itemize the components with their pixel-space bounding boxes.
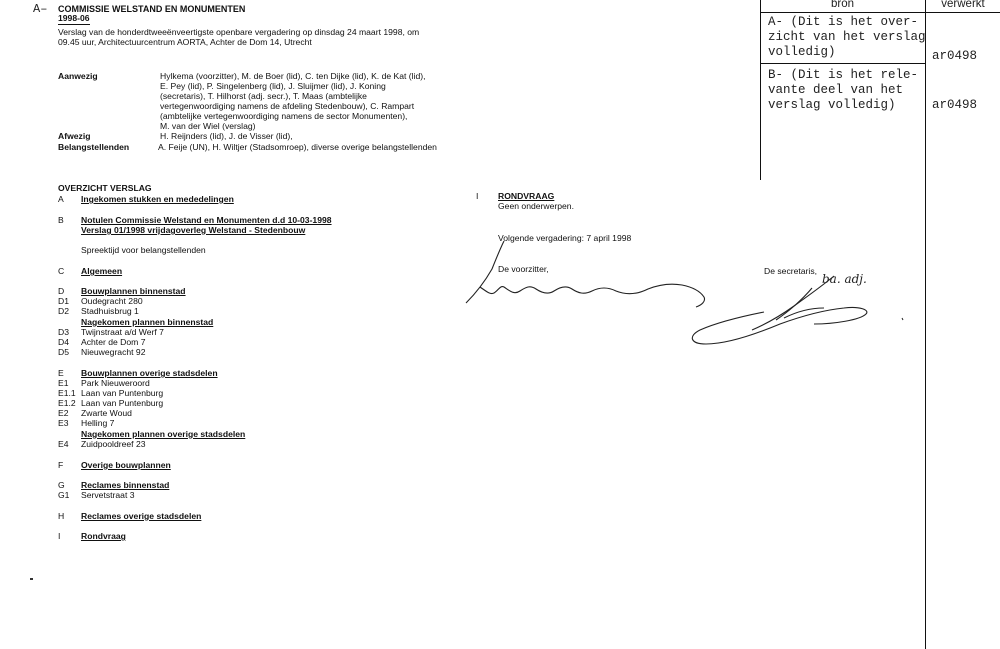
item-code: A [58, 194, 64, 204]
item-label: Notulen Commissie Welstand en Monumenten d.d 10-03-1998 [81, 215, 332, 225]
document-title: COMMISSIE WELSTAND EN MONUMENTEN [58, 4, 246, 14]
secretary-signature [684, 272, 914, 352]
source-entry-line: A- (Dit is het over- [768, 15, 919, 29]
item-code: G [58, 480, 65, 490]
item-code: G1 [58, 490, 70, 500]
item-code: D3 [58, 327, 69, 337]
source-entry-line: zicht van het verslag [768, 30, 926, 44]
item-code: E3 [58, 418, 69, 428]
stray-mark [30, 578, 33, 580]
source-entry-line: B- (Dit is het rele- [768, 68, 919, 82]
item-label: Overige bouwplannen [81, 460, 171, 470]
item-code: E1.2 [58, 398, 76, 408]
present-line: vertegenwoordiging namens de afdeling Stedenbouw), C. Rampart [160, 101, 415, 111]
margin-mark: A– [33, 2, 48, 16]
item-label: Helling 7 [81, 418, 115, 428]
item-label: Bouwplannen binnenstad [81, 286, 186, 296]
item-code: F [58, 460, 64, 470]
item-code: D4 [58, 337, 69, 347]
absent-value: H. Reijnders (lid), J. de Visser (lid), [160, 131, 293, 141]
panel-border-middle [925, 0, 926, 649]
present-line: (secretaris), T. Hilhorst (adj. secr.), T. Maas (ambtelijke [160, 91, 367, 101]
item-code: D5 [58, 347, 69, 357]
processed-code: ar0498 [932, 98, 978, 112]
item-code: C [58, 266, 65, 276]
item-label: Nieuwegracht 92 [81, 347, 146, 357]
item-code: I [58, 531, 61, 541]
item-label: Park Nieuweroord [81, 378, 150, 388]
panel-row-border [760, 63, 925, 64]
item-label: Zuidpooldreef 23 [81, 439, 146, 449]
secretary-label: De secretaris, [764, 266, 818, 276]
item-label: Ingekomen stukken en mededelingen [81, 194, 234, 204]
item-label: Twijnstraat a/d Werf 7 [81, 327, 164, 337]
item-label: Verslag 01/1998 vrijdagoverleg Welstand - Stedenbouw [81, 225, 306, 235]
rondvraag-heading: RONDVRAAG [498, 191, 555, 201]
present-line: M. van der Wiel (verslag) [160, 121, 256, 131]
late-plans-heading: Nagekomen plannen binnenstad [81, 317, 214, 327]
present-line: (ambtelijke vertegenwoordiging namens de sector Monumenten), [160, 111, 408, 121]
source-column-header: bron [830, 0, 855, 10]
item-label: Stadhuisbrug 1 [81, 306, 139, 316]
item-label: Oudegracht 280 [81, 296, 143, 306]
present-label: Aanwezig [58, 71, 98, 81]
panel-border-left [760, 0, 761, 180]
panel-header-border [760, 12, 1000, 13]
item-label: Achter de Dom 7 [81, 337, 146, 347]
item-label: Zwarte Woud [81, 408, 132, 418]
item-label: Laan van Puntenburg [81, 388, 164, 398]
intro-line: 09.45 uur, Architectuurcentrum AORTA, Achter de Dom 14, Utrecht [58, 37, 312, 47]
late-plans-heading: Nagekomen plannen overige stadsdelen [81, 429, 246, 439]
item-code: D [58, 286, 65, 296]
source-entry-line: verslag volledig) [768, 98, 896, 112]
item-label: Servetstraat 3 [81, 490, 135, 500]
present-line: Hylkema (voorzitter), M. de Boer (lid), C. ten Dijke (lid), K. de Kat (lid), [160, 71, 426, 81]
item-label: Rondvraag [81, 531, 126, 541]
item-code: E4 [58, 439, 69, 449]
item-label: Reclames overige stadsdelen [81, 511, 202, 521]
item-note: Spreektijd voor belangstellenden [81, 245, 206, 255]
source-entry-line: vante deel van het [768, 83, 904, 97]
item-label: Reclames binnenstad [81, 480, 170, 490]
absent-label: Afwezig [58, 131, 91, 141]
processed-code: ar0498 [932, 49, 978, 63]
rondvraag-text: Geen onderwerpen. [498, 201, 574, 211]
item-code: E1.1 [58, 388, 76, 398]
item-code: E2 [58, 408, 69, 418]
item-code: D1 [58, 296, 69, 306]
stakeholders-label: Belangstellenden [58, 142, 130, 152]
item-code: E1 [58, 378, 69, 388]
present-line: E. Pey (lid), P. Singelenberg (lid), J. Sluijmer (lid), J. Koning [160, 81, 386, 91]
item-label: Laan van Puntenburg [81, 398, 164, 408]
chair-signature [460, 235, 720, 315]
item-label: Algemeen [81, 266, 123, 276]
item-code: D2 [58, 306, 69, 316]
document-number: 1998-06 [58, 13, 90, 23]
stakeholders-value: A. Feije (UN), H. Wiltjer (Stadsomroep), diverse overige belangstellenden [158, 142, 437, 152]
item-label: Bouwplannen overige stadsdelen [81, 368, 218, 378]
processed-column-header: verwerkt [941, 0, 985, 10]
next-meeting: Volgende vergadering: 7 april 1998 [498, 233, 632, 243]
item-code: E [58, 368, 64, 378]
item-code: B [58, 215, 64, 225]
source-entry-line: volledig) [768, 45, 836, 59]
overview-heading: OVERZICHT VERSLAG [58, 183, 152, 193]
intro-line: Verslag van de honderdtweeënveertigste openbare vergadering op dinsdag 24 maart 1998, om [58, 27, 420, 37]
rondvraag-code: I [476, 191, 479, 201]
handwritten-note: ba. adj. [822, 272, 867, 286]
chair-label: De voorzitter, [498, 264, 549, 274]
item-code: H [58, 511, 65, 521]
